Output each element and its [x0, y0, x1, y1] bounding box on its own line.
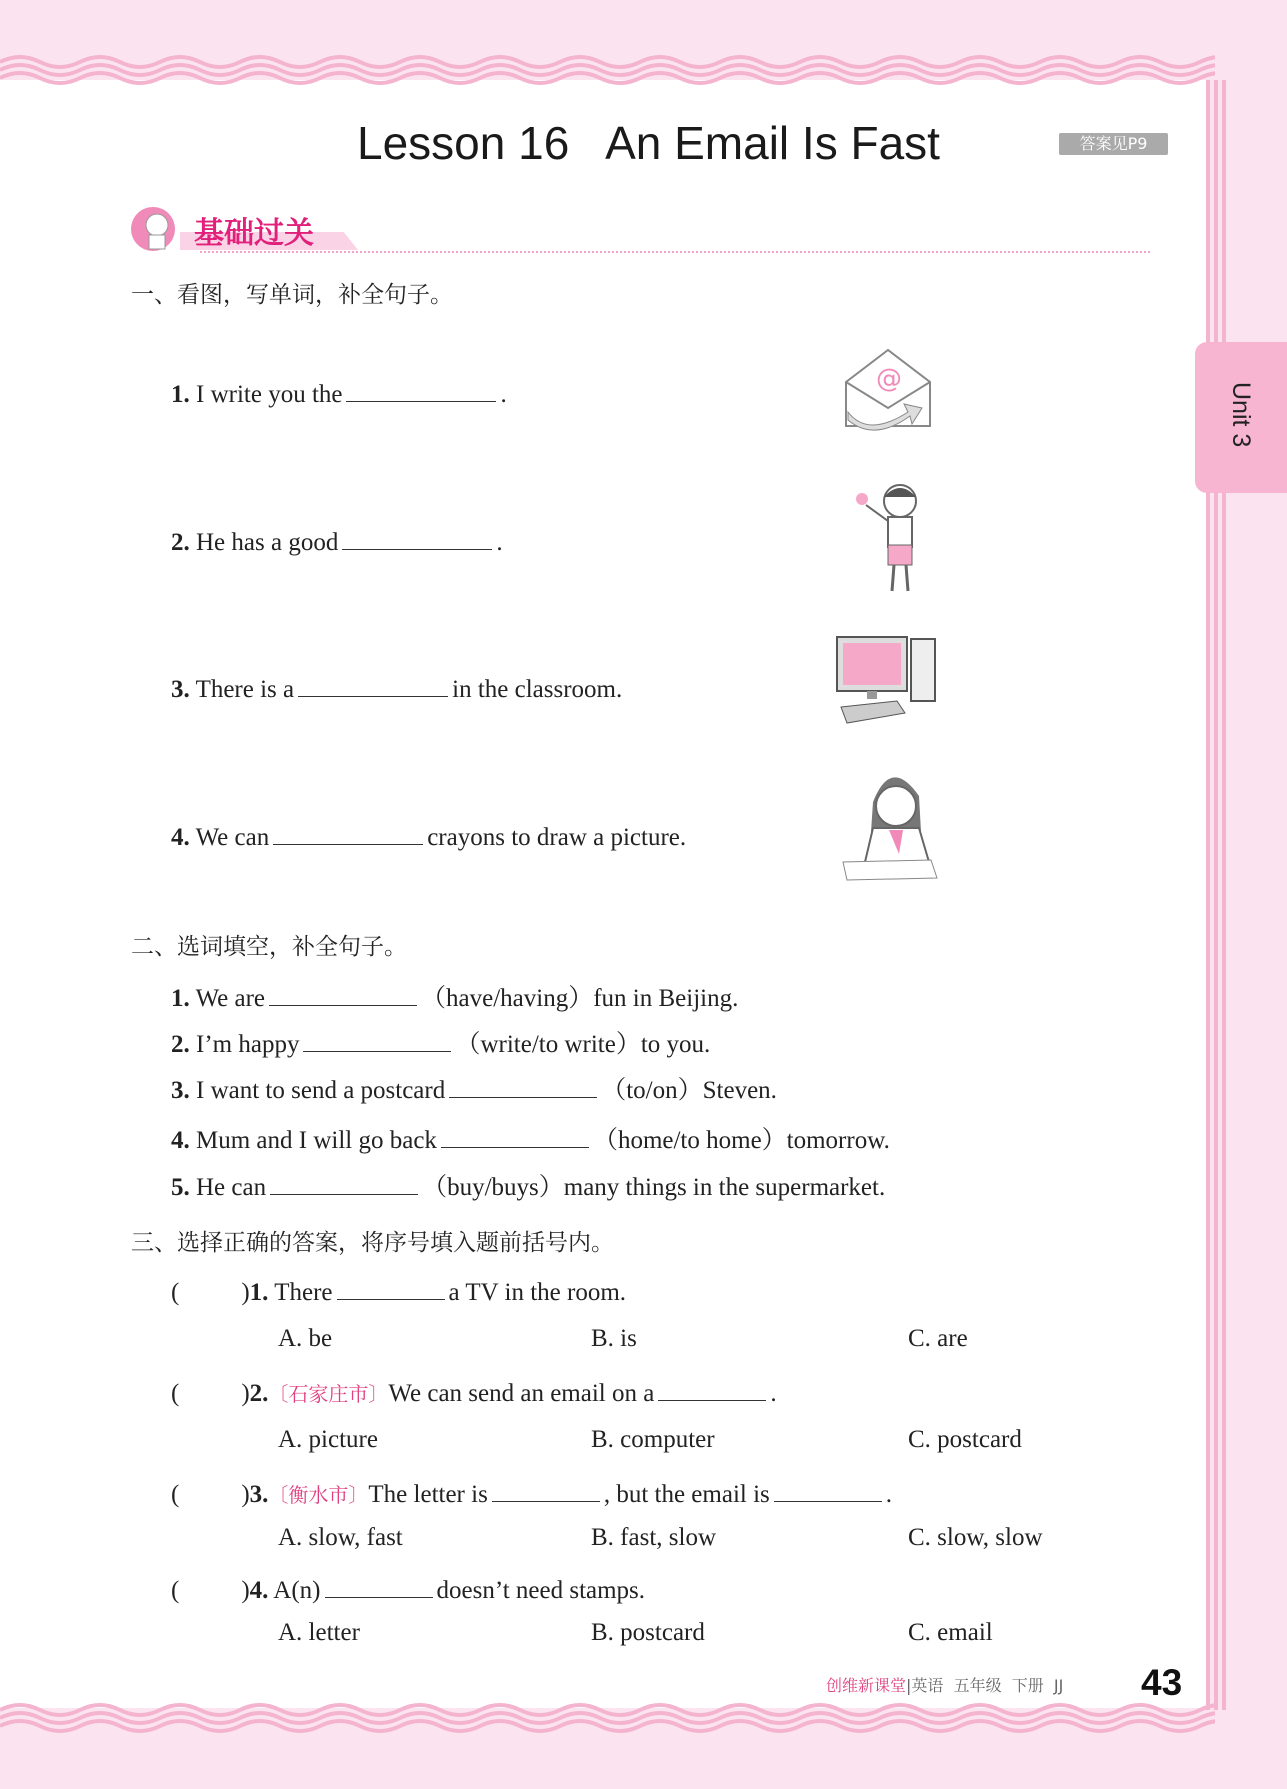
option: A. picture [278, 1426, 378, 1453]
page-sheet [0, 80, 1206, 1708]
bottom-wave-border [0, 1700, 1215, 1734]
part3-question: ( )2.〔石家庄市〕We can send an email on a . [171, 1375, 777, 1408]
answer-blank[interactable] [303, 1026, 451, 1052]
part2-item: 2. I’m happy （write/to write）to you. [171, 1024, 710, 1060]
part3-heading: 三、选择正确的答案，将序号填入题前括号内。 [131, 1230, 614, 1256]
right-wave-border [1200, 80, 1230, 1710]
part3-question: ( )4. A(n) doesn’t need stamps. [171, 1572, 645, 1605]
unit-tab[interactable] [1195, 342, 1287, 493]
answer-blank[interactable] [342, 524, 492, 550]
answer-blank[interactable] [298, 671, 448, 697]
answer-blank[interactable] [441, 1122, 589, 1148]
option: C. postcard [908, 1426, 1022, 1453]
part1-heading: 一、看图，写单词，补全句子。 [131, 282, 453, 308]
answer-blank[interactable] [346, 376, 496, 402]
part2-item: 3. I want to send a postcard （to/on）Steven. [171, 1070, 777, 1106]
answer-blank [325, 1572, 433, 1598]
boy-healthy-icon [848, 479, 938, 599]
answer-blank [337, 1274, 445, 1300]
source-tag: 〔衡水市〕 [268, 1483, 369, 1507]
option: C. slow, slow [908, 1524, 1043, 1551]
mascot-icon [129, 205, 181, 253]
part2-item: 1. We are （have/having）fun in Beijing. [171, 978, 738, 1014]
answer-blank[interactable] [273, 819, 423, 845]
option: B. computer [591, 1426, 715, 1453]
option: A. slow, fast [278, 1524, 403, 1551]
computer-icon [833, 633, 947, 729]
part3-question: ( )1. There a TV in the room. [171, 1274, 626, 1307]
answer-blank [492, 1476, 600, 1502]
part1-item: 3. There is a in the classroom. [171, 671, 622, 704]
option: A. letter [278, 1619, 360, 1646]
answer-blank[interactable] [270, 1169, 418, 1195]
part1-item: 1. I write you the . [171, 376, 507, 409]
option: B. fast, slow [591, 1524, 716, 1551]
answer-blank[interactable] [269, 980, 417, 1006]
answer-blank[interactable] [449, 1072, 597, 1098]
part2-heading: 二、选词填空，补全句子。 [131, 934, 407, 960]
option: C. are [908, 1325, 968, 1352]
unit-tab-label: Unit 3 [1227, 382, 1255, 448]
page-title: Lesson 16 An Email Is Fast [357, 117, 940, 169]
girl-drawing-icon [833, 762, 947, 890]
footer-info: 创维新课堂|英语 五年级 下册 JJ [826, 1676, 1064, 1695]
option: B. postcard [591, 1619, 705, 1646]
option: B. is [591, 1325, 637, 1352]
footer-brand: 创维新课堂 [826, 1676, 907, 1695]
part1-item: 2. He has a good . [171, 524, 503, 557]
email-envelope-icon [838, 342, 938, 438]
section-title: 基础过关 [194, 216, 314, 251]
option: A. be [278, 1325, 333, 1352]
svg-text:@: @ [876, 364, 902, 394]
source-tag: 〔石家庄市〕 [268, 1382, 389, 1406]
page-number: 43 [1141, 1662, 1183, 1703]
part2-item: 5. He can （buy/buys）many things in the supermarket. [171, 1167, 885, 1203]
answer-blank [774, 1476, 882, 1502]
top-wave-border [0, 52, 1215, 86]
option: C. email [908, 1619, 993, 1646]
answer-blank [658, 1375, 766, 1401]
part3-question: ( )3.〔衡水市〕The letter is , but the email is . [171, 1476, 892, 1509]
answer-reference-badge: 答案见P9 [1059, 133, 1168, 155]
part2-item: 4. Mum and I will go back （home/to home）tomorrow. [171, 1120, 890, 1156]
section-divider [200, 251, 1150, 253]
part1-item: 4. We can crayons to draw a picture. [171, 819, 686, 852]
